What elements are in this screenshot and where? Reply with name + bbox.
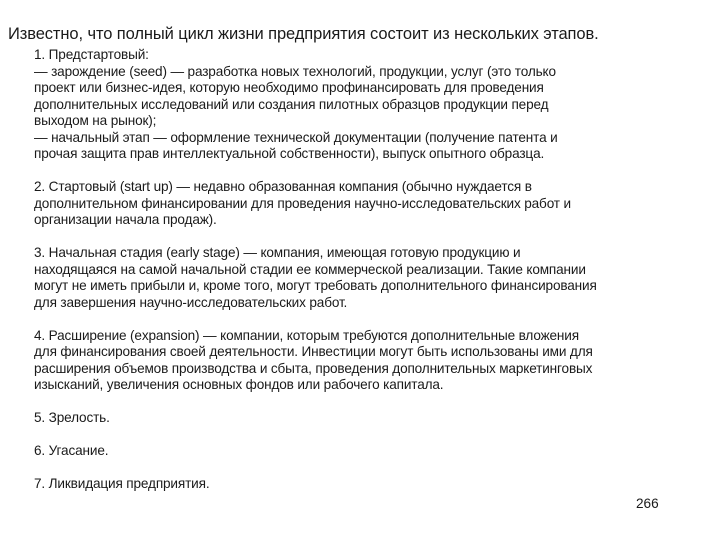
stage-6-line: 6. Угасание. (34, 443, 109, 458)
stage-1-line: — начальный этап — оформление технической документации (получение патента и (34, 129, 558, 145)
page-number: 266 (636, 496, 659, 511)
stage-4-paragraph (34, 328, 714, 394)
stages-list (34, 47, 714, 509)
stage-3-line: 3. Начальная стадия (early stage) — компания, имеющая готовую продукцию и (34, 245, 521, 260)
stage-3-line: могут не иметь прибыли и, кроме того, могут требовать дополнительного финансирования (34, 278, 597, 293)
stage-4-line: 4. Расширение (expansion) — компании, которым требуются дополнительные вложения (34, 327, 579, 343)
stage-1-line: проект или бизнес-идея, которую необходимо профинансировать для проведения (34, 80, 544, 95)
stage-7-line: 7. Ликвидация предприятия. (34, 476, 210, 491)
stage-4-line: для финансирования своей деятельности. Инвестиции могут быть использованы ими для (34, 344, 593, 359)
stage-7-paragraph (34, 476, 714, 493)
stage-1-line: выходом на рынок); (34, 113, 157, 128)
stage-1-line: — зарождение (seed) — разработка новых технологий, продукции, услуг (это только (34, 63, 556, 79)
stage-1-paragraph (34, 47, 714, 163)
page-heading: Известно, что полный цикл жизни предприятия состоит из нескольких этапов. (8, 25, 599, 43)
stage-3-line: для завершения научно-исследовательских работ. (34, 294, 348, 310)
stage-2-line: организации начала продаж). (34, 212, 217, 227)
stage-3-line: находящаяся на самой начальной стадии ее коммерческой реализации. Такие компании (34, 261, 586, 277)
stage-2-paragraph (34, 179, 714, 229)
stage-1-line: 1. Предстартовый: (34, 47, 149, 62)
stage-2-line: дополнительном финансировании для проведения научно-исследовательских работ и (34, 195, 571, 211)
stage-5-paragraph (34, 410, 714, 427)
stage-4-line: расширения объемов производства и сбыта, проведения дополнительных маркетинговых (34, 360, 593, 376)
stage-2-line: 2. Стартовый (start up) — недавно образованная компания (обычно нуждается в (34, 179, 532, 194)
stage-4-line: изысканий, увеличения основных фондов или рабочего капитала. (34, 377, 444, 392)
stage-6-paragraph (34, 443, 714, 460)
stage-1-line: дополнительных исследований или создания пилотных образцов продукции перед (34, 96, 549, 112)
stage-5-line: 5. Зрелость. (34, 410, 110, 425)
stage-1-line: прочая защита прав интеллектуальной собственности), выпуск опытного образца. (34, 146, 545, 161)
stage-3-paragraph (34, 245, 714, 311)
